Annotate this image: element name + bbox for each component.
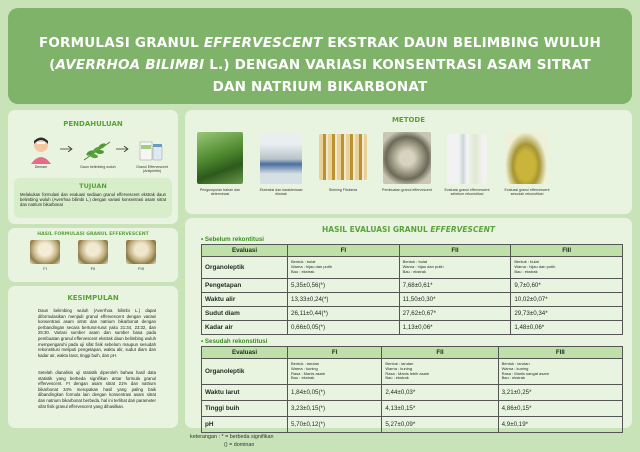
table-header: Evaluasi	[202, 347, 288, 359]
metode-panel	[185, 110, 632, 214]
organoleptik-line: Warna : hijau dan putih	[514, 264, 556, 270]
organoleptik-cell	[498, 359, 622, 385]
metode-step-4: Evaluasi granul effervescent sebelum rekonstitusi	[444, 188, 490, 196]
row-label: Waktu alir	[202, 293, 288, 307]
table-row	[202, 385, 623, 401]
row-label: Organoleptik	[202, 359, 288, 385]
value-cell: 3,21±0,25*	[498, 385, 622, 401]
value-cell: 3,23±0,15(*)	[288, 401, 382, 417]
organoleptik-line: Rasa : Manis asam	[291, 370, 326, 376]
value-cell: 2,44±0,03*	[382, 385, 498, 401]
value-cell: 5,27±0,09*	[382, 417, 498, 433]
row-label: Tinggi buih	[202, 401, 288, 417]
organoleptik-line: Bau : ekstrak	[402, 268, 426, 274]
table-header: FI	[288, 245, 400, 257]
value-cell: 1,13±0,06*	[399, 321, 511, 335]
value-cell: 11,50±0,30*	[399, 293, 511, 307]
value-cell: 4,86±0,15*	[498, 401, 622, 417]
organoleptik-line: Warna : kuning	[501, 365, 529, 371]
kesimpulan-panel	[8, 286, 178, 428]
value-cell: 29,73±0,34*	[511, 307, 623, 321]
row-label: Pengetapan	[202, 279, 288, 293]
organoleptik-cell	[288, 359, 382, 385]
hasil-title-italic: EFFERVESCENT	[430, 225, 495, 234]
organoleptik-line: Bentuk : larutan	[501, 360, 530, 366]
table-header: FII	[399, 245, 511, 257]
formula-label-fi: FI	[43, 266, 47, 271]
title-italic: AVERRHOA BILIMBI	[55, 57, 205, 73]
hasil-formulasi-title: HASIL FORMULASI GRANUL EFFERVESCENT	[37, 232, 149, 237]
table-header: FIII	[498, 347, 622, 359]
pendahuluan-title: PENDAHULUAN	[63, 120, 123, 128]
step-photo-granule	[383, 132, 431, 184]
product-box-icon	[138, 136, 164, 162]
organoleptik-line: Bentuk : bulat	[514, 259, 539, 265]
row-label: Organoleptik	[202, 257, 288, 279]
title-part: EKSTRAK DAUN BELIMBING WULUH	[322, 35, 602, 51]
keterangan-line1: keterangan : * = berbeda signifikan	[190, 434, 274, 440]
organoleptik-line: Bau : ekstrak	[501, 375, 525, 381]
value-cell: 9,7±0,60*	[511, 279, 623, 293]
keterangan-line2: () = dominan	[224, 442, 255, 448]
poster-title	[8, 8, 632, 98]
table-header: Evaluasi	[202, 245, 288, 257]
title-part: L.) DENGAN VARIASI KONSENTRASI ASAM SITRAT	[204, 57, 591, 73]
table-row	[202, 279, 623, 293]
table-header: FI	[288, 347, 382, 359]
value-cell: 10,02±0,07*	[511, 293, 623, 307]
organoleptik-line: Bentuk : bulat	[402, 259, 428, 265]
tujuan-box	[14, 178, 172, 218]
table-row	[202, 307, 623, 321]
metode-step-1: Ekstraksi dan karakterisasi ekstrak	[259, 188, 303, 196]
row-label: Kadar air	[202, 321, 288, 335]
title-part: FORMULASI GRANUL	[38, 35, 204, 51]
pendahuluan-item-1: Daun belimbing wuluh	[80, 165, 116, 169]
row-label: pH	[202, 417, 288, 433]
value-cell: 7,68±0,61*	[399, 279, 511, 293]
table-sesudah	[201, 346, 623, 433]
step-photo-plant	[197, 132, 243, 184]
value-cell: 13,33±0,24(*)	[288, 293, 400, 307]
table-row	[202, 293, 623, 307]
value-cell: 5,70±0,12(*)	[288, 417, 382, 433]
metode-step-2: Skrining Fitokimia	[328, 188, 358, 192]
organoleptik-cell	[511, 257, 623, 279]
value-cell: 5,35±0,56(*)	[288, 279, 400, 293]
formula-label-fii: FII	[90, 266, 96, 271]
granule-photo-fi	[30, 240, 60, 264]
granule-photo-fii	[78, 240, 108, 264]
value-cell: 26,11±0,44(*)	[288, 307, 400, 321]
organoleptik-line: Bau : ekstrak	[291, 375, 315, 381]
title-italic: EFFERVESCENT	[203, 35, 323, 51]
kesimpulan-p1: Daun belimbing wuluh (Averrhoa bilimbi L.) dapat diformulasikan menjadi granul effervescent dengan variasi konsentrasi asam sitrat dan natrium bikarbonat dengan perbandingan secara berturut-turut yaitu 21:34, 23:32, dan 25:30. Variasi sumber asam dan sumber basa pada pembuatan granul effervescent ekstrak daun belimbing wuluh mempengaruhi pada uji sifat fisik sebelum maupun sesudah rekonstitusi meliputi pengetapan, waktu alir, sudut diam dan kadar air, waktu larut, tinggi buih, dan pH.	[38, 308, 156, 358]
kesimpulan-title: KESIMPULAN	[67, 294, 119, 302]
step-photo-evaluation-after	[505, 132, 547, 184]
title-part: DAN NATRIUM BIKARBONAT	[212, 79, 428, 95]
organoleptik-cell	[399, 257, 511, 279]
kesimpulan-p2: Setelah dianalisis uji statistik diperoleh bahwa hasil data statistik yang berbeda signifikan antar formula granul effervescent. FI dengan asam sitrat 21% dan natrium bikarbonat 34% merupakan hasil yang paling baik dibandingkan formula lain dengan konsentrasi asam sitrat dan natrium bikarbonat berbeda, hal ini terlihat dari parameter sifat fisik granul effervescent yang dihasilkan.	[38, 370, 156, 409]
row-label: Sudut diam	[202, 307, 288, 321]
value-cell: 27,62±0,67*	[399, 307, 511, 321]
hasil-evaluasi-panel	[185, 218, 632, 428]
step-photo-phytochem	[319, 134, 367, 180]
hasil-formulasi-panel	[8, 228, 178, 282]
step-photo-extraction	[260, 134, 302, 184]
value-cell: 0,66±0,05(*)	[288, 321, 400, 335]
arrow-right-icon	[60, 146, 74, 152]
organoleptik-line: Bau : ekstrak	[291, 268, 315, 274]
sesudah-label: • Sesudah rekonstitusi	[201, 338, 268, 345]
table-sebelum	[201, 244, 623, 335]
step-photo-evaluation-before	[447, 134, 487, 184]
organoleptik-line: Warna : kuning	[291, 365, 318, 371]
organoleptik-line: Warna : kuning	[385, 365, 413, 371]
organoleptik-line: Warna : hijau dan putih	[402, 264, 444, 270]
hasil-title-part: HASIL EVALUASI GRANUL	[322, 225, 431, 234]
table-row	[202, 321, 623, 335]
arrow-right-icon	[116, 146, 130, 152]
organoleptik-line: Bau : ekstrak	[514, 268, 538, 274]
sebelum-label: • Sebelum rekontitusi	[201, 236, 265, 243]
hasil-evaluasi-title	[185, 225, 632, 234]
formula-label-fiii: FIII	[138, 266, 144, 271]
table-row	[202, 257, 623, 279]
organoleptik-line: Bentuk : larutan	[385, 360, 414, 366]
organoleptik-line: Bau : ekstrak	[385, 375, 409, 381]
metode-title: METODE	[391, 116, 426, 124]
metode-step-0: Pengumpulan bahan dan determinasi	[199, 188, 241, 196]
organoleptik-line: Rasa : Manis sangat asam	[501, 370, 549, 376]
organoleptik-line: Bentuk : larutan	[291, 360, 320, 366]
poster-header	[8, 8, 632, 104]
organoleptik-line: Warna : hijau dan putih	[291, 264, 332, 270]
organoleptik-cell	[382, 359, 498, 385]
title-part: (	[49, 57, 56, 73]
tujuan-text: Melakukan formulasi dan evaluasi sediaan granul effervescent ekstrak daun belimbing wuluh (Averrhoa bilimbi L.) dengan variasi konsentrasi asam sitrat dan natrium bikarbonat	[20, 192, 166, 208]
pendahuluan-item-0: Demam	[34, 165, 48, 169]
value-cell: 4,9±0,19*	[498, 417, 622, 433]
table-row	[202, 417, 623, 433]
value-cell: 1,48±0,06*	[511, 321, 623, 335]
value-cell: 4,13±0,15*	[382, 401, 498, 417]
metode-step-5: Evaluasi granul effervescent sesudah rekonstitusi	[504, 188, 550, 196]
leaf-icon	[82, 140, 112, 162]
table-row	[202, 401, 623, 417]
granule-photo-fiii	[126, 240, 156, 264]
row-label: Waktu larut	[202, 385, 288, 401]
organoleptik-line: Rasa : Manis lebih asam	[385, 370, 430, 376]
organoleptik-line: Bentuk : bulat	[291, 259, 316, 265]
value-cell: 1,84±0,05(*)	[288, 385, 382, 401]
pendahuluan-item-2: Granul Effervescent (Antipiretik)	[136, 165, 168, 173]
organoleptik-cell	[288, 257, 400, 279]
metode-step-3: Pembuatan granul effervescent	[382, 188, 432, 192]
table-header: FIII	[511, 245, 623, 257]
table-header: FII	[382, 347, 498, 359]
table-row	[202, 359, 623, 385]
tujuan-title: TUJUAN	[79, 182, 107, 190]
fever-person-icon	[28, 136, 54, 164]
pendahuluan-panel	[8, 110, 178, 224]
